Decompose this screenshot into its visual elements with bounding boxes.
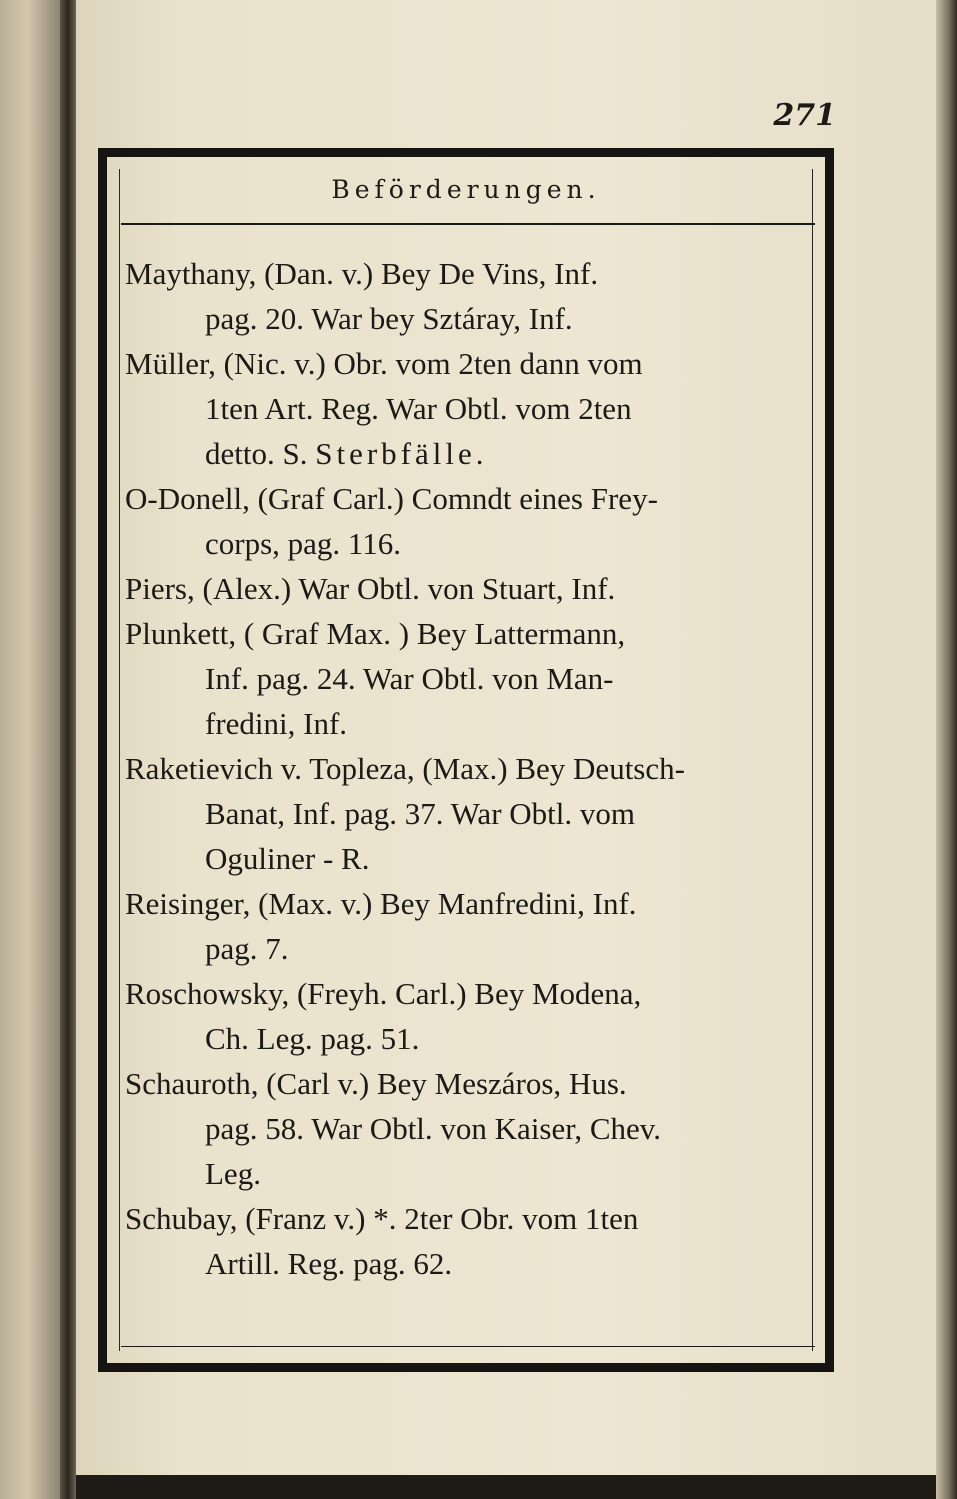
section-heading: Beförderungen. [331, 175, 601, 204]
entry-line-text: detto. S. [205, 436, 308, 471]
list-item [125, 746, 815, 881]
entry-line: Leg. [205, 1156, 261, 1191]
list-item [125, 971, 815, 1061]
page-edge [936, 0, 957, 1499]
entry-line: 1ten Art. Reg. War Obtl. vom 2ten [205, 391, 632, 426]
footer-rule [121, 1346, 815, 1347]
text-frame [98, 148, 834, 1372]
list-item [125, 611, 815, 746]
list-item [125, 251, 815, 341]
entry-line: Raketievich v. Topleza, (Max.) Bey Deutsch- [125, 751, 685, 786]
entry-line: pag. 58. War Obtl. von Kaiser, Chev. [205, 1111, 662, 1146]
entry-line: pag. 7. [205, 931, 289, 966]
entry-line: Roschowsky, (Freyh. Carl.) Bey Modena, [125, 976, 642, 1011]
entry-line [125, 431, 815, 476]
entry-line: Schubay, (Franz v.) *. 2ter Obr. vom 1ten [125, 1201, 639, 1236]
book-gutter [60, 0, 76, 1499]
list-item [125, 566, 815, 611]
entry-line: fredini, Inf. [205, 706, 348, 741]
entry-line: Banat, Inf. pag. 37. War Obtl. vom [205, 796, 635, 831]
entry-line: Maythany, (Dan. v.) Bey De Vins, Inf. [125, 256, 599, 291]
page-number: 271 [773, 98, 836, 133]
facing-page-edge [0, 0, 60, 1499]
list-item [125, 476, 815, 566]
entry-line: Schauroth, (Carl v.) Bey Meszáros, Hus. [125, 1066, 627, 1101]
list-item [125, 341, 815, 476]
entry-line: Reisinger, (Max. v.) Bey Manfredini, Inf. [125, 886, 637, 921]
entry-line: Ch. Leg. pag. 51. [205, 1021, 420, 1056]
list-item [125, 881, 815, 971]
entry-line: O-Donell, (Graf Carl.) Comndt eines Frey- [125, 481, 658, 516]
entry-line: Oguliner - R. [205, 841, 370, 876]
entry-list [125, 251, 815, 1286]
scan-bottom-border [76, 1475, 936, 1499]
entry-line: corps, pag. 116. [205, 526, 402, 561]
list-item [125, 1196, 815, 1286]
heading-rule [121, 223, 815, 225]
entry-line: Inf. pag. 24. War Obtl. von Man- [205, 661, 614, 696]
entry-line: pag. 20. War bey Sztáray, Inf. [205, 301, 573, 336]
entry-line: Artill. Reg. pag. 62. [205, 1246, 453, 1281]
entry-line: Müller, (Nic. v.) Obr. vom 2ten dann vom [125, 346, 643, 381]
list-item [125, 1061, 815, 1196]
entry-line: Piers, (Alex.) War Obtl. von Stuart, Inf. [125, 571, 616, 606]
cross-reference: Sterbfälle. [315, 436, 488, 471]
entry-line: Plunkett, ( Graf Max. ) Bey Lattermann, [125, 616, 626, 651]
